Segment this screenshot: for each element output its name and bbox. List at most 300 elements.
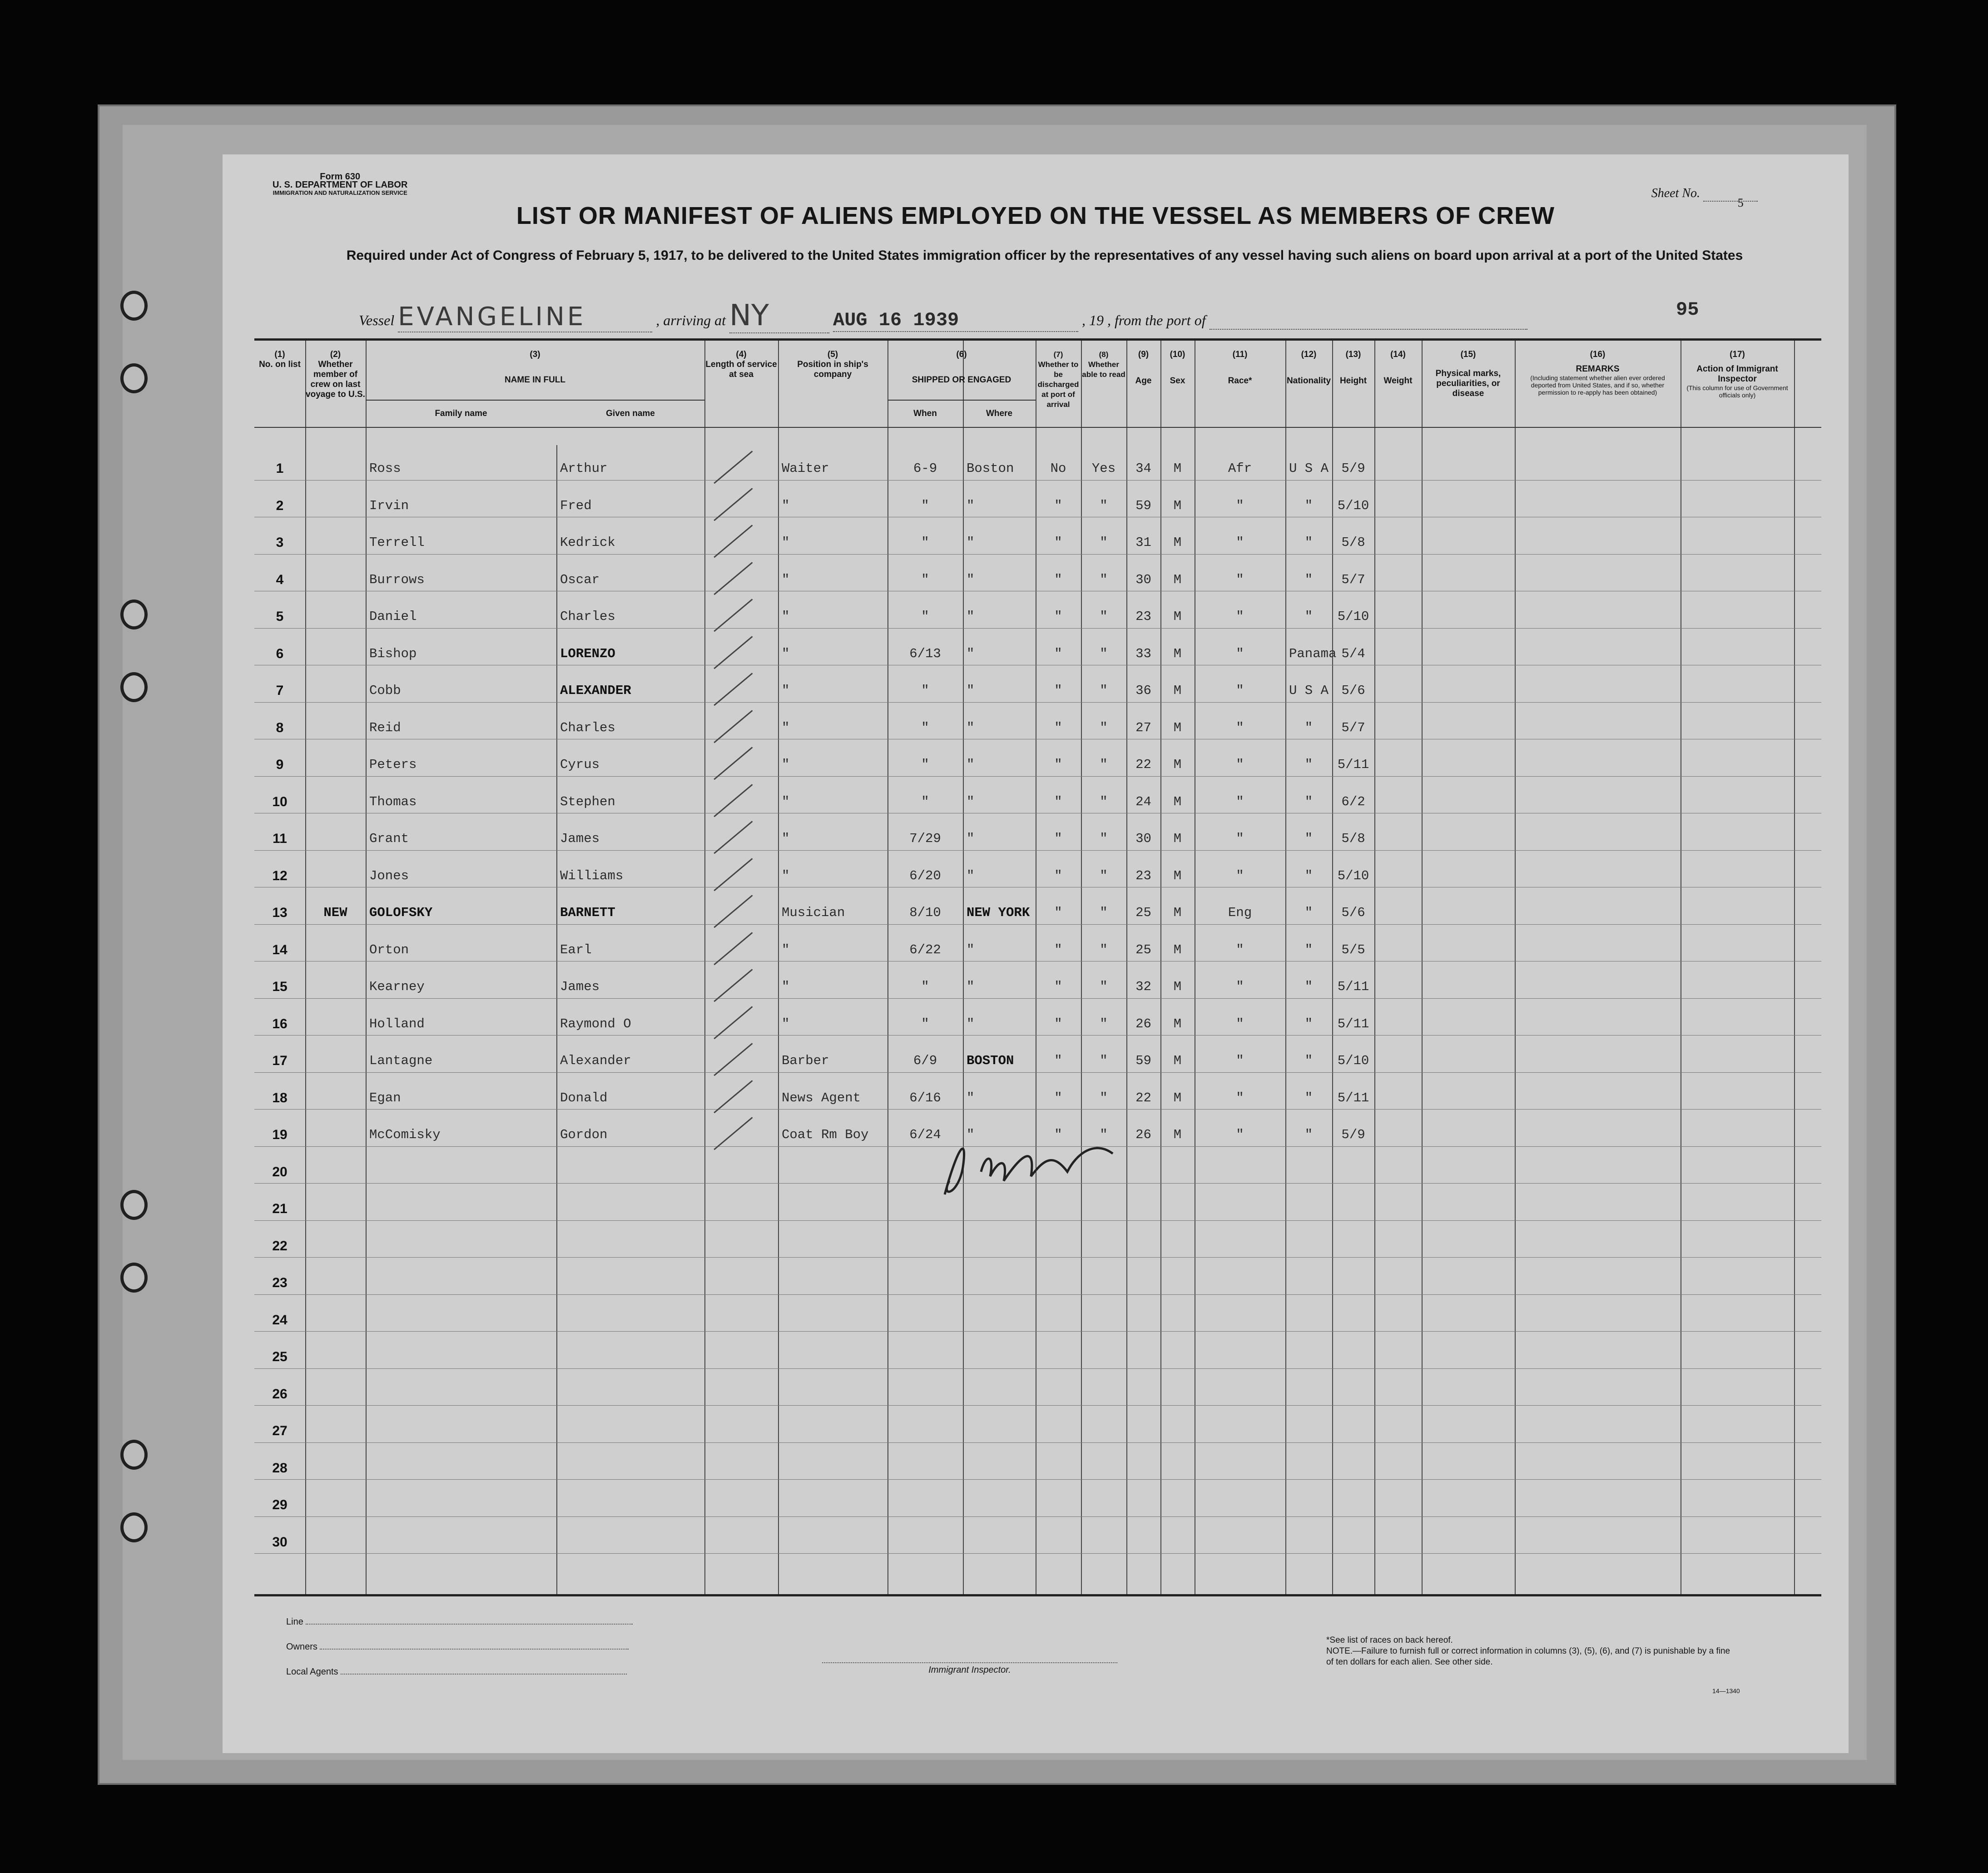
- cell-age: 24: [1135, 794, 1151, 809]
- cell-position: ": [782, 609, 790, 624]
- cell-age: 23: [1135, 609, 1151, 624]
- cell-no: 16: [272, 1016, 288, 1031]
- row-rule: [254, 628, 1821, 629]
- cell-nat: ": [1304, 979, 1313, 994]
- cell-given: Donald: [560, 1090, 608, 1105]
- cell-disch: ": [1054, 1016, 1062, 1031]
- year-label: , 19: [1081, 312, 1104, 328]
- cell-position: Musician: [782, 905, 845, 920]
- row-rule: [254, 1368, 1821, 1369]
- cell-nat: ": [1304, 1053, 1313, 1068]
- page-subtitle: Required under Act of Congress of February 5, 1917, to be delivered to the United States immigration officer by the representatives of any vessel having such aliens on board upon arrival at a port of the United States: [346, 248, 1743, 263]
- cell-disch: ": [1054, 535, 1062, 550]
- cell-height: 5/10: [1337, 868, 1369, 883]
- cell-sex: M: [1173, 498, 1182, 513]
- row-rule: [254, 1331, 1821, 1332]
- footer-line: Line: [286, 1617, 633, 1627]
- cell-no: 12: [272, 868, 288, 883]
- cell-disch: ": [1054, 646, 1062, 661]
- cell-race: ": [1236, 572, 1244, 587]
- cell-position: ": [782, 1016, 790, 1031]
- cell-race: ": [1236, 942, 1244, 957]
- cell-race: ": [1236, 498, 1244, 513]
- form-number: Form 630: [320, 172, 361, 182]
- cell-sex: M: [1173, 609, 1182, 624]
- cell-position: ": [782, 979, 790, 994]
- cell-nat: ": [1304, 572, 1313, 587]
- cell-nat: U S A: [1289, 461, 1329, 476]
- cell-given: James: [560, 831, 600, 846]
- row-rule: [254, 776, 1821, 777]
- cell-race: ": [1236, 1090, 1244, 1105]
- header-col14: (14) Weight: [1383, 350, 1413, 386]
- cell-when: ": [921, 757, 929, 772]
- cell-no: 21: [272, 1201, 288, 1216]
- cell-sex: M: [1173, 794, 1182, 809]
- row-rule: [254, 1479, 1821, 1480]
- cell-when: ": [921, 572, 929, 587]
- cell-disch: ": [1054, 609, 1062, 624]
- cell-sex: M: [1173, 979, 1182, 994]
- header-col12: (12) Nationality: [1286, 350, 1331, 386]
- cell-age: 25: [1135, 905, 1151, 920]
- cell-race: ": [1236, 1016, 1244, 1031]
- row-rule: [254, 1109, 1821, 1110]
- cell-nat: ": [1304, 757, 1313, 772]
- cell-family: Orton: [369, 942, 409, 957]
- cell-family: GOLOFSKY: [369, 905, 433, 920]
- cell-given: Cyrus: [560, 757, 600, 772]
- cell-when: 6/13: [909, 646, 941, 661]
- cell-no: 30: [272, 1534, 288, 1550]
- cell-family: McComisky: [369, 1127, 441, 1142]
- cell-disch: ": [1054, 868, 1062, 883]
- cell-where: ": [967, 1127, 975, 1142]
- cell-nat: U S A: [1289, 683, 1329, 698]
- cell-when: 6-9: [913, 461, 937, 476]
- header-col4: (4) Length of service at sea: [705, 350, 777, 379]
- sheet-number-label: Sheet No.: [1651, 186, 1700, 200]
- cell-no: 10: [272, 794, 288, 809]
- cell-read: ": [1100, 683, 1108, 698]
- cell-position: News Agent: [782, 1090, 861, 1105]
- cell-no: 2: [276, 498, 284, 513]
- row-rule: [254, 1553, 1821, 1554]
- cell-read: ": [1100, 868, 1108, 883]
- cell-when: 6/22: [909, 942, 941, 957]
- cell-height: 5/9: [1341, 1127, 1365, 1142]
- cell-position: Barber: [782, 1053, 829, 1068]
- cell-where: ": [967, 535, 975, 550]
- cell-read: ": [1100, 646, 1108, 661]
- cell-race: ": [1236, 794, 1244, 809]
- page-title: LIST OR MANIFEST OF ALIENS EMPLOYED ON THE VESSEL AS MEMBERS OF CREW: [516, 202, 1555, 229]
- cell-when: ": [921, 609, 929, 624]
- cell-height: 5/10: [1337, 609, 1369, 624]
- header-col13: (13) Height: [1339, 350, 1367, 386]
- header-col11: (11) Race*: [1228, 350, 1252, 386]
- cell-position: ": [782, 868, 790, 883]
- arriving-label: , arriving at: [656, 312, 726, 328]
- cell-where: ": [967, 942, 975, 957]
- cell-sex: M: [1173, 683, 1182, 698]
- cell-nat: ": [1304, 831, 1313, 846]
- footer-owners: Owners: [286, 1642, 629, 1652]
- row-rule: [254, 998, 1821, 999]
- cell-read: ": [1100, 1053, 1108, 1068]
- cell-where: ": [967, 794, 975, 809]
- cell-sex: M: [1173, 868, 1182, 883]
- cell-read: ": [1100, 905, 1108, 920]
- cell-sex: M: [1173, 905, 1182, 920]
- cell-position: ": [782, 794, 790, 809]
- header-col15: (15) Physical marks, peculiarities, or disease: [1435, 350, 1501, 398]
- cell-read: Yes: [1091, 461, 1116, 476]
- cell-nat: ": [1304, 609, 1313, 624]
- cell-read: ": [1100, 1016, 1108, 1031]
- cell-given: Kedrick: [560, 535, 615, 550]
- cell-read: ": [1100, 942, 1108, 957]
- cell-given: James: [560, 979, 600, 994]
- cell-height: 5/4: [1341, 646, 1365, 661]
- cell-nat: ": [1304, 1016, 1313, 1031]
- cell-no: 8: [276, 720, 284, 735]
- sheet-number: [1651, 186, 1758, 209]
- cell-given: Alexander: [560, 1053, 631, 1068]
- cell-when: ": [921, 535, 929, 550]
- cell-height: 5/8: [1341, 535, 1365, 550]
- header-given-name: Given name: [606, 409, 655, 418]
- row-rule: [254, 924, 1821, 925]
- cell-read: ": [1100, 572, 1108, 587]
- department-name: U. S. DEPARTMENT OF LABOR: [273, 180, 408, 190]
- cell-race: Afr: [1228, 461, 1252, 476]
- header-col5: (5) Position in ship's company: [797, 350, 868, 379]
- cell-when: 8/10: [909, 905, 941, 920]
- cell-disch: ": [1054, 794, 1062, 809]
- cell-read: ": [1100, 979, 1108, 994]
- cell-read: ": [1100, 498, 1108, 513]
- cell-family: Daniel: [369, 609, 417, 624]
- cell-nat: ": [1304, 942, 1313, 957]
- cell-given: Raymond O: [560, 1016, 631, 1031]
- cell-height: 5/11: [1337, 757, 1369, 772]
- cell-when: 6/20: [909, 868, 941, 883]
- cell-age: 36: [1135, 683, 1151, 698]
- cell-nat: Panama: [1289, 646, 1337, 661]
- cell-age: 25: [1135, 942, 1151, 957]
- cell-age: 27: [1135, 720, 1151, 735]
- header-col10: (10) Sex: [1170, 350, 1185, 386]
- row-rule: [254, 554, 1821, 555]
- cell-sex: M: [1173, 831, 1182, 846]
- cell-disch: ": [1054, 1127, 1062, 1142]
- cell-no: 5: [276, 609, 284, 624]
- cell-given: LORENZO: [560, 646, 615, 661]
- cell-family: Lantagne: [369, 1053, 433, 1068]
- cell-family: Grant: [369, 831, 409, 846]
- cell-no: 6: [276, 646, 284, 661]
- cell-age: 22: [1135, 757, 1151, 772]
- header-col16: (16) REMARKS (Including statement whether alien ever ordered deported from United States, and if so, whether permission to re-apply has been obtained): [1530, 350, 1665, 396]
- cell-no: 22: [272, 1238, 288, 1254]
- cell-height: 5/11: [1337, 1090, 1369, 1105]
- cell-no: 15: [272, 979, 288, 994]
- cell-when: ": [921, 498, 929, 513]
- cell-given: Charles: [560, 720, 615, 735]
- cell-age: 26: [1135, 1127, 1151, 1142]
- cell-nat: ": [1304, 535, 1313, 550]
- cell-disch: ": [1054, 720, 1062, 735]
- cell-family: Irvin: [369, 498, 409, 513]
- cell-nat: ": [1304, 794, 1313, 809]
- cell-no: 24: [272, 1312, 288, 1328]
- cell-read: ": [1100, 757, 1108, 772]
- cell-position: ": [782, 683, 790, 698]
- cell-no: 29: [272, 1497, 288, 1512]
- cell-where: ": [967, 498, 975, 513]
- row-rule: [254, 1035, 1821, 1036]
- cell-family: Jones: [369, 868, 409, 883]
- cell-race: ": [1236, 868, 1244, 883]
- cell-race: ": [1236, 535, 1244, 550]
- cell-when: ": [921, 794, 929, 809]
- cell-height: 5/11: [1337, 979, 1369, 994]
- cell-height: 5/9: [1341, 461, 1365, 476]
- cell-when: 6/16: [909, 1090, 941, 1105]
- cell-race: ": [1236, 720, 1244, 735]
- cell-when: ": [921, 683, 929, 698]
- cell-disch: ": [1054, 1090, 1062, 1105]
- footer-notes: *See list of races on back hereof. NOTE.—Failure to furnish full or correct information in columns (3), (5), (6), and (7) is punishable by a fine of ten dollars for each alien. See other side.: [1326, 1635, 1730, 1667]
- row-rule: [254, 850, 1821, 851]
- header-col8: (8) Whether able to read: [1082, 350, 1125, 379]
- cell-position: ": [782, 831, 790, 846]
- cell-family: Ross: [369, 461, 401, 476]
- vessel-label: Vessel: [359, 312, 395, 328]
- cell-height: 5/7: [1341, 720, 1365, 735]
- cell-no: 9: [276, 757, 284, 772]
- cell-sex: M: [1173, 1090, 1182, 1105]
- cell-nat: ": [1304, 905, 1313, 920]
- row-rule: [254, 1442, 1821, 1443]
- cell-given: BARNETT: [560, 905, 615, 920]
- cell-disch: ": [1054, 572, 1062, 587]
- cell-family: Reid: [369, 720, 401, 735]
- cell-race: ": [1236, 646, 1244, 661]
- cell-where: ": [967, 609, 975, 624]
- from-port-label: , from the port of: [1107, 312, 1206, 328]
- cell-sex: M: [1173, 1127, 1182, 1142]
- cell-no: 26: [272, 1386, 288, 1402]
- cell-race: ": [1236, 609, 1244, 624]
- inspector-signature: [931, 1126, 1122, 1206]
- cell-race: ": [1236, 757, 1244, 772]
- cell-where: NEW YORK: [967, 905, 1030, 920]
- cell-read: ": [1100, 794, 1108, 809]
- cell-age: 31: [1135, 535, 1151, 550]
- cell-no: 14: [272, 942, 288, 957]
- cell-where: ": [967, 1016, 975, 1031]
- cell-sex: M: [1173, 572, 1182, 587]
- cell-family: Burrows: [369, 572, 425, 587]
- row-rule: [254, 1405, 1821, 1406]
- service-name: IMMIGRATION AND NATURALIZATION SERVICE: [273, 189, 407, 196]
- vessel-line: [359, 299, 1527, 333]
- cell-height: 5/11: [1337, 1016, 1369, 1031]
- cell-nat: ": [1304, 498, 1313, 513]
- cell-where: ": [967, 757, 975, 772]
- cell-read: ": [1100, 720, 1108, 735]
- cell-race: ": [1236, 979, 1244, 994]
- cell-where: ": [967, 720, 975, 735]
- header-family-name: Family name: [435, 409, 487, 418]
- cell-age: 59: [1135, 1053, 1151, 1068]
- cell-when: ": [921, 979, 929, 994]
- cell-race: ": [1236, 831, 1244, 846]
- cell-disch: No: [1050, 461, 1066, 476]
- cell-where: ": [967, 1090, 975, 1105]
- row-rule: [254, 1072, 1821, 1073]
- row-rule: [254, 702, 1821, 703]
- list-number: 95: [1676, 299, 1699, 321]
- cell-where: ": [967, 683, 975, 698]
- cell-height: 5/6: [1341, 683, 1365, 698]
- cell-given: Williams: [560, 868, 624, 883]
- crew-table: [254, 338, 1821, 1596]
- cell-given: Charles: [560, 609, 615, 624]
- cell-height: 6/2: [1341, 794, 1365, 809]
- cell-position: Waiter: [782, 461, 829, 476]
- footer-agents: Local Agents: [286, 1667, 627, 1677]
- cell-where: ": [967, 979, 975, 994]
- cell-nat: ": [1304, 868, 1313, 883]
- row-rule: [254, 1294, 1821, 1295]
- cell-when: 7/29: [909, 831, 941, 846]
- manifest-sheet: [223, 154, 1849, 1753]
- cell-when: ": [921, 1016, 929, 1031]
- signature-mark: [931, 1126, 1122, 1204]
- cell-given: Gordon: [560, 1127, 608, 1142]
- cell-no: 19: [272, 1127, 288, 1142]
- cell-no: 3: [276, 535, 284, 550]
- cell-no: 23: [272, 1275, 288, 1290]
- cell-age: 34: [1135, 461, 1151, 476]
- cell-no: 7: [276, 683, 284, 698]
- cell-no: 13: [272, 905, 288, 920]
- cell-when: 6/24: [909, 1127, 941, 1142]
- cell-sex: M: [1173, 1053, 1182, 1068]
- cell-read: ": [1100, 535, 1108, 550]
- cell-where: ": [967, 572, 975, 587]
- cell-position: ": [782, 498, 790, 513]
- cell-family: Kearney: [369, 979, 425, 994]
- cell-height: 5/5: [1341, 942, 1365, 957]
- cell-given: Fred: [560, 498, 592, 513]
- cell-no: 1: [276, 461, 284, 476]
- header-col3: (3) NAME IN FULL: [504, 350, 566, 385]
- row-rule: [254, 1220, 1821, 1221]
- cell-sex: M: [1173, 461, 1182, 476]
- cell-no: 11: [273, 831, 287, 846]
- cell-position: ": [782, 757, 790, 772]
- header-when: When: [913, 409, 937, 418]
- cell-given: Earl: [560, 942, 592, 957]
- cell-read: ": [1100, 1090, 1108, 1105]
- cell-position: Coat Rm Boy: [782, 1127, 869, 1142]
- cell-age: 32: [1135, 979, 1151, 994]
- cell-family: Cobb: [369, 683, 401, 698]
- arriving-port: NY: [729, 299, 829, 333]
- row-rule: [254, 1257, 1821, 1258]
- header-where: Where: [986, 409, 1013, 418]
- cell-age: 30: [1135, 831, 1151, 846]
- cell-disch: ": [1054, 1053, 1062, 1068]
- cell-sex: M: [1173, 720, 1182, 735]
- cell-disch: ": [1054, 683, 1062, 698]
- cell-nat: ": [1304, 1127, 1313, 1142]
- vessel-name: EVANGELINE: [398, 302, 652, 332]
- cell-when: 6/9: [913, 1053, 937, 1068]
- cell-no: 20: [272, 1164, 288, 1179]
- cell-family: Egan: [369, 1090, 401, 1105]
- row-rule: [254, 480, 1821, 481]
- cell-age: 30: [1135, 572, 1151, 587]
- cell-given: ALEXANDER: [560, 683, 631, 698]
- cell-position: ": [782, 646, 790, 661]
- cell-position: ": [782, 572, 790, 587]
- print-code: 14—1340: [1712, 1687, 1740, 1695]
- cell-nat: ": [1304, 720, 1313, 735]
- cell-race: Eng: [1228, 905, 1252, 920]
- cell-race: ": [1236, 683, 1244, 698]
- cell-race: ": [1236, 1127, 1244, 1142]
- cell-position: ": [782, 942, 790, 957]
- cell-race: ": [1236, 1053, 1244, 1068]
- cell-position: ": [782, 535, 790, 550]
- cell-no: 27: [272, 1423, 288, 1438]
- cell-height: 5/7: [1341, 572, 1365, 587]
- header-col9: (9) Age: [1135, 350, 1152, 386]
- cell-family: Holland: [369, 1016, 425, 1031]
- cell-disch: ": [1054, 942, 1062, 957]
- cell-family: Terrell: [369, 535, 425, 550]
- cell-last: NEW: [323, 905, 347, 920]
- cell-height: 5/8: [1341, 831, 1365, 846]
- cell-sex: M: [1173, 757, 1182, 772]
- cell-given: Arthur: [560, 461, 608, 476]
- cell-disch: ": [1054, 905, 1062, 920]
- cell-where: Boston: [967, 461, 1014, 476]
- cell-disch: ": [1054, 757, 1062, 772]
- footer-inspector: Immigrant Inspector.: [822, 1662, 1117, 1675]
- cell-when: ": [921, 720, 929, 735]
- header-col2: (2) Whether member of crew on last voyage to U.S.: [306, 350, 365, 399]
- cell-disch: ": [1054, 979, 1062, 994]
- cell-height: 5/10: [1337, 498, 1369, 513]
- cell-sex: M: [1173, 1016, 1182, 1031]
- cell-position: ": [782, 720, 790, 735]
- sheet-number-value: 5: [1737, 196, 1744, 209]
- cell-no: 18: [272, 1090, 288, 1105]
- cell-age: 23: [1135, 868, 1151, 883]
- cell-no: 17: [272, 1053, 288, 1068]
- cell-age: 26: [1135, 1016, 1151, 1031]
- cell-where: ": [967, 868, 975, 883]
- cell-family: Thomas: [369, 794, 417, 809]
- cell-height: 5/6: [1341, 905, 1365, 920]
- header-col7: (7) Whether to be discharged at port of arrival: [1037, 350, 1079, 409]
